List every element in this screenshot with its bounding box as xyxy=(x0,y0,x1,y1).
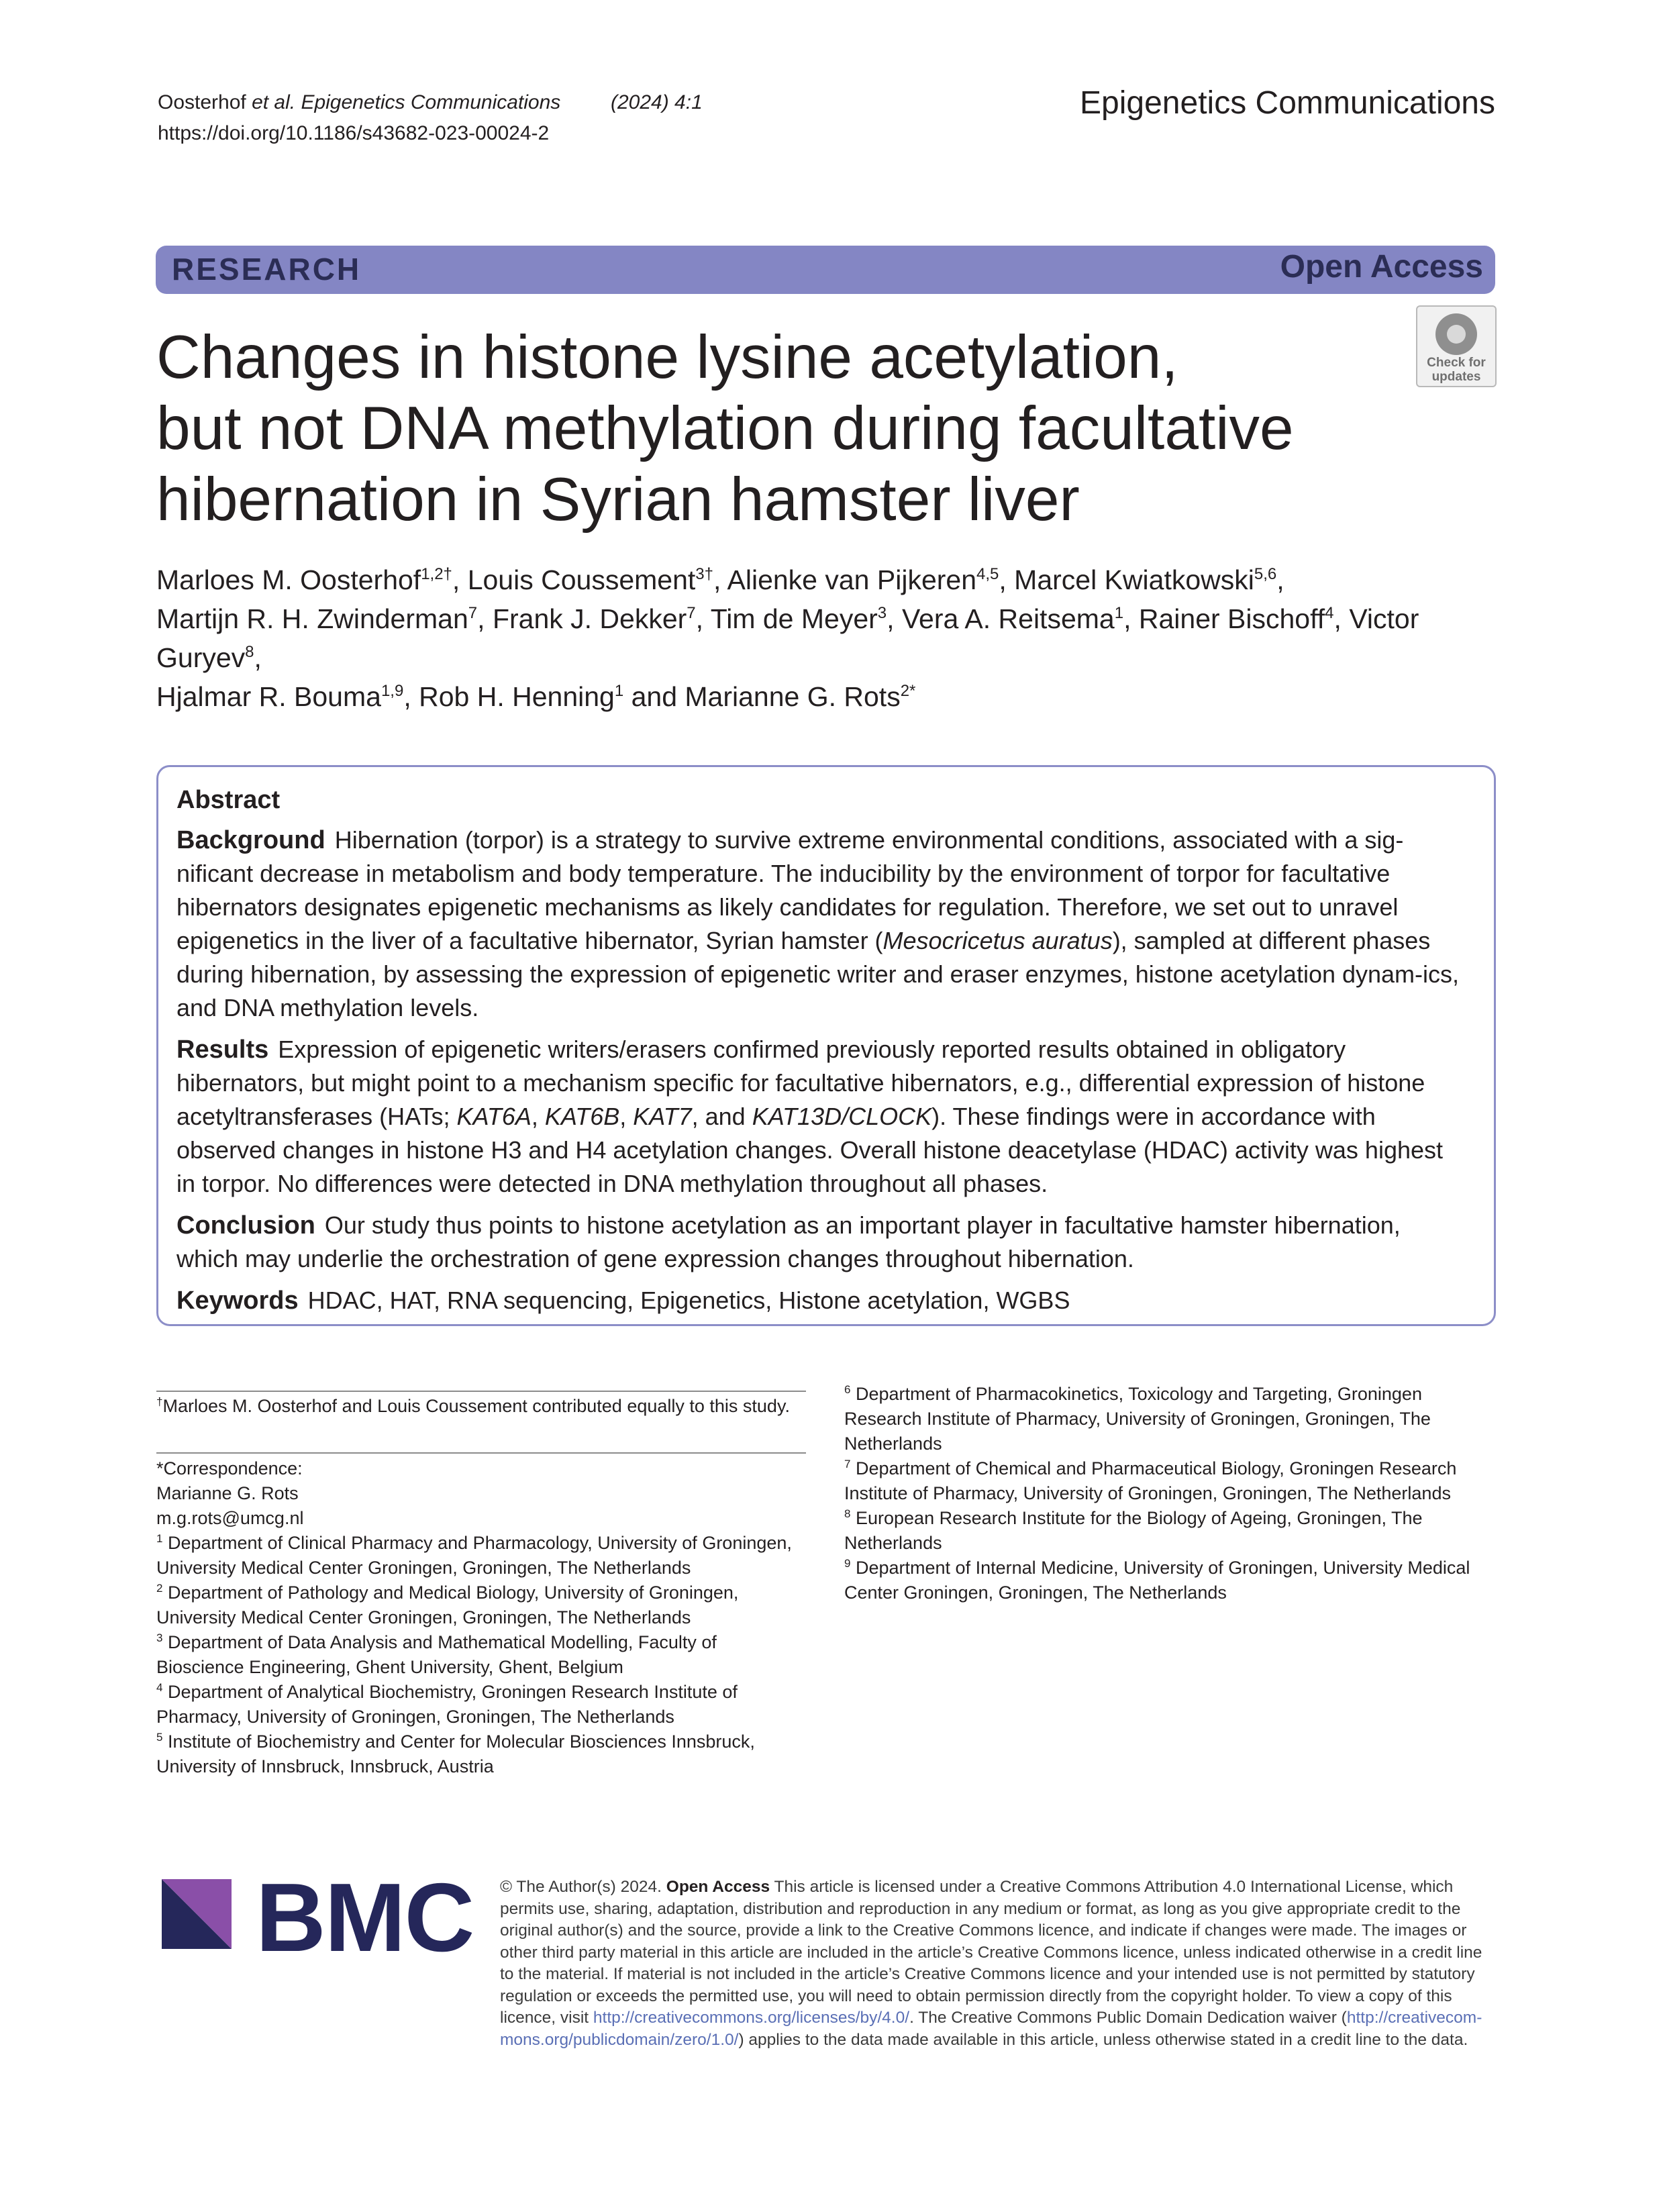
author-affiliation-marker: 8 xyxy=(245,643,254,661)
affiliation-item xyxy=(156,1630,806,1680)
author-affiliation-marker: 1,9 xyxy=(381,682,404,700)
abstract-heading: Abstract xyxy=(176,786,281,814)
affiliation-text: Institute of Biochemistry and Center for Molecular Biosciences Innsbruck, University of Innsbruck, Innsbruck, Austria xyxy=(156,1731,755,1776)
author-separator: , xyxy=(887,603,902,634)
affiliation-item xyxy=(844,1506,1489,1556)
journal-name: Epigenetics Communications xyxy=(1080,85,1495,121)
affiliation-item xyxy=(844,1456,1489,1506)
license-statement xyxy=(500,1876,1500,2051)
author-name: Rob H. Henning xyxy=(419,681,615,712)
citation-line xyxy=(158,87,703,118)
title-line-2: but not DNA methylation during facultative xyxy=(156,395,1294,462)
title-line-3: hibernation in Syrian hamster liver xyxy=(156,466,1080,534)
author-name: Martijn R. H. Zwinderman xyxy=(156,603,468,634)
author-affiliation-marker: 3 xyxy=(877,604,887,622)
license-text-a: This article is licensed under a Creative Commons Attribution 4.0 International License, which permits use, sharing, adaptation, distribution and reproduction in any medium or format, as long as you give appropriate credit to the original author(s) and the source, provide a link to the Creative Commons licence, and indicate if changes were made. The images or other third party material in this article are included in the article’s Creative Commons licence, unless indicated otherwise in a credit line to the material. If material is not included in the article’s Creative Commons licence and your intended use is not permitted by statutory regulation or exceeds the permitted use, you will need to obtain permission directly from the copyright holder. To view a copy of this licence, visit xyxy=(500,1878,1482,2027)
affiliations-right xyxy=(844,1382,1489,1605)
species-name: Mesocricetus auratus xyxy=(882,927,1113,954)
author-affiliation-marker: 2* xyxy=(900,682,916,700)
check-for-updates-badge[interactable] xyxy=(1416,305,1497,387)
license-text-b: . The Creative Commons Public Domain Dedication waiver ( xyxy=(909,2009,1347,2027)
author-name: Vera A. Reitsema xyxy=(901,603,1115,634)
copyright-text: © The Author(s) 2024. xyxy=(500,1878,662,1896)
author-affiliation-marker: 3† xyxy=(695,565,713,583)
affiliations-left xyxy=(156,1531,806,1779)
affiliation-number: 9 xyxy=(844,1557,851,1570)
running-header xyxy=(158,87,703,149)
author-affiliation-marker: 5,6 xyxy=(1254,565,1277,583)
affiliation-number: 6 xyxy=(844,1383,851,1396)
author-affiliation-marker: 1 xyxy=(1114,604,1124,622)
author-name: Victor Guryev xyxy=(156,603,1419,673)
citation-issue: (2024) 4:1 xyxy=(611,91,703,113)
bmc-logo-text: BMC xyxy=(256,1863,474,1972)
results-text-b: ). These findings were in accordance with observed changes in histone H3 and H4 acetylation changes. Overall histone deacetylase (HDAC) activity was highest in torpor. No differences were detected in DNA methylation throughout all phases. xyxy=(176,1103,1444,1197)
affiliation-item xyxy=(156,1680,806,1729)
abstract-box xyxy=(156,765,1496,1326)
background-label: Background xyxy=(176,826,325,854)
background-text-b: ), sampled at different phases during hibernation, by assessing the expression of epigenetic writer and eraser enzymes, histone acetylation dynam-ics, and DNA methylation levels. xyxy=(176,927,1460,1021)
footnote-divider-top xyxy=(156,1391,806,1392)
equal-contribution-text: Marloes M. Oosterhof and Louis Coussement contributed equally to this study. xyxy=(162,1396,790,1416)
abstract-background xyxy=(176,823,1468,1025)
correspondence-block xyxy=(156,1456,806,1779)
author-separator: , xyxy=(1276,564,1284,595)
affiliation-text: Department of Internal Medicine, University of Groningen, University Medical Center Groningen, Groningen, The Netherlands xyxy=(844,1558,1470,1603)
conclusion-text: Our study thus points to histone acetylation as an important player in facultative hamster hibernation, which may underlie the orchestration of gene expression changes throughout hibernation. xyxy=(176,1211,1401,1272)
cc-zero-link[interactable]: http://creativecom-mons.org/publicdomain/zero/1.0/ xyxy=(500,2009,1482,2049)
bmc-logo-mark xyxy=(162,1879,232,1949)
keywords-label: Keywords xyxy=(176,1287,299,1315)
affiliation-text: Department of Analytical Biochemistry, Groningen Research Institute of Pharmacy, University of Groningen, Groningen, The Netherlands xyxy=(156,1682,738,1727)
abstract-conclusion xyxy=(176,1209,1468,1276)
bmc-logo xyxy=(162,1863,474,1972)
background-text-a: Hibernation (torpor) is a strategy to survive extreme environmental conditions, associated with a sig-nificant decrease in metabolism and body temperature. The inducibility by the environment of torpor for facultative hibernators designates epigenetic mechanisms as likely candidates for regulation. Therefore, we set out to unravel epigenetics in the liver of a facultative hibernator, Syrian hamster ( xyxy=(176,826,1404,954)
author-separator: , xyxy=(695,603,711,634)
article-title xyxy=(156,322,1405,536)
footnote-divider xyxy=(156,1452,806,1454)
author-affiliation-marker: 4 xyxy=(1325,604,1334,622)
check-for-updates-line2: updates xyxy=(1431,370,1481,384)
gene-kat13d-clock: KAT13D/CLOCK xyxy=(752,1103,932,1130)
doi-link[interactable]: https://doi.org/10.1186/s43682-023-00024-2 xyxy=(158,122,550,144)
affiliation-item xyxy=(156,1580,806,1630)
license-open-access-label: Open Access xyxy=(666,1878,770,1896)
author-list xyxy=(156,560,1505,716)
author-separator: , xyxy=(452,564,468,595)
affiliation-number: 1 xyxy=(156,1532,163,1545)
affiliation-number: 5 xyxy=(156,1731,163,1744)
affiliation-text: Department of Pharmacokinetics, Toxicology and Targeting, Groningen Research Institute of Pharmacy, University of Groningen, Groningen, The Netherlands xyxy=(844,1384,1431,1454)
cc-by-link[interactable]: http://creativecommons.org/licenses/by/4.0/ xyxy=(593,2009,910,2027)
affiliation-item xyxy=(844,1382,1489,1456)
author-separator: and xyxy=(623,681,685,712)
affiliation-item xyxy=(844,1556,1489,1605)
article-type-label: RESEARCH xyxy=(172,252,362,287)
author-separator: , xyxy=(713,564,727,595)
author-affiliation-marker: 7 xyxy=(468,604,478,622)
author-separator: , xyxy=(999,564,1015,595)
results-text-a: Expression of epigenetic writers/erasers confirmed previously reported results obtained in obligatory hibernators, but might point to a mechanism specific for facultative hibernators, e.g., differential expression of histone acetyltransferases (HATs; xyxy=(176,1036,1425,1130)
author-name: Frank J. Dekker xyxy=(492,603,687,634)
abstract-results: Results Expression of epigenetic writers/erasers confirmed previously reported results obtained in obligatory hibernators, but might point to a mechanism specific for facultative hibernators, e.g., differential expression of histone acetyltransferases (HATs; KAT6A, KAT6B, KAT7, and KAT13D/CLOCK). These findings were in accordance with observed changes in histone H3 and H4 acetylation changes. Overall histone deacetylase (HDAC) activity was highest in torpor. No differences were detected in DNA methylation throughout all phases. xyxy=(176,1036,1444,1197)
author-name: Marloes M. Oosterhof xyxy=(156,564,421,595)
author-separator: , xyxy=(1123,603,1139,634)
correspondence-label: *Correspondence: xyxy=(156,1458,303,1478)
author-affiliation-marker: 4,5 xyxy=(976,565,999,583)
affiliation-number: 7 xyxy=(844,1458,851,1470)
correspondence-name: Marianne G. Rots xyxy=(156,1483,299,1503)
title-line-1: Changes in histone lysine acetylation, xyxy=(156,323,1178,391)
author-affiliation-marker: 1,2† xyxy=(421,565,452,583)
keywords-text: HDAC, HAT, RNA sequencing, Epigenetics, Histone acetylation, WGBS xyxy=(307,1287,1070,1314)
author-name: Tim de Meyer xyxy=(710,603,878,634)
author-separator: , xyxy=(403,681,419,712)
author-separator: , xyxy=(477,603,493,634)
check-for-updates-icon xyxy=(1435,313,1477,355)
affiliation-item xyxy=(156,1729,806,1779)
author-name: Hjalmar R. Bouma xyxy=(156,681,381,712)
results-label: Results xyxy=(176,1036,269,1064)
author-affiliation-marker: 7 xyxy=(687,604,696,622)
citation-journal: et al. Epigenetics Communications xyxy=(252,91,561,113)
gene-kat6b: KAT6B xyxy=(544,1103,620,1130)
gene-kat6a: KAT6A xyxy=(456,1103,532,1130)
affiliation-number: 3 xyxy=(156,1631,163,1644)
affiliation-item xyxy=(156,1531,806,1580)
author-name: Rainer Bischoff xyxy=(1138,603,1325,634)
author-affiliation-marker: 1 xyxy=(614,682,624,700)
check-for-updates-line1: Check for xyxy=(1427,356,1486,370)
correspondence-email[interactable]: m.g.rots@umcg.nl xyxy=(156,1508,304,1528)
affiliation-text: Department of Chemical and Pharmaceutical Biology, Groningen Research Institute of Pharmacy, University of Groningen, Groningen, The Netherlands xyxy=(844,1458,1457,1503)
article-type-band xyxy=(156,246,1495,294)
gene-kat7: KAT7 xyxy=(633,1103,692,1130)
affiliation-text: Department of Data Analysis and Mathematical Modelling, Faculty of Bioscience Engineering, Ghent University, Ghent, Belgium xyxy=(156,1632,717,1677)
author-name: Marcel Kwiatkowski xyxy=(1014,564,1254,595)
open-access-label: Open Access xyxy=(1280,249,1483,285)
author-name: Marianne G. Rots xyxy=(685,681,901,712)
affiliation-number: 8 xyxy=(844,1507,851,1520)
affiliation-number: 2 xyxy=(156,1582,163,1595)
citation-author: Oosterhof xyxy=(158,91,246,113)
license-text-c: ) applies to the data made available in this article, unless otherwise stated in a credit line to the data. xyxy=(738,2030,1468,2049)
affiliation-text: Department of Pathology and Medical Biology, University of Groningen, University Medical Center Groningen, Groningen, The Netherlands xyxy=(156,1582,739,1627)
dagger-mark: † xyxy=(156,1395,163,1408)
affiliation-text: Department of Clinical Pharmacy and Pharmacology, University of Groningen, University Medical Center Groningen, Groningen, The Netherlands xyxy=(156,1533,792,1578)
conclusion-label: Conclusion xyxy=(176,1211,315,1240)
equal-contribution-note xyxy=(156,1394,806,1419)
author-name: Alienke van Pijkeren xyxy=(727,564,976,595)
affiliation-text: European Research Institute for the Biology of Ageing, Groningen, The Netherlands xyxy=(844,1508,1423,1553)
author-separator: , xyxy=(254,642,262,673)
abstract-keywords xyxy=(176,1284,1468,1317)
author-separator: , xyxy=(1333,603,1350,634)
affiliation-number: 4 xyxy=(156,1681,163,1694)
author-name: Louis Coussement xyxy=(467,564,696,595)
